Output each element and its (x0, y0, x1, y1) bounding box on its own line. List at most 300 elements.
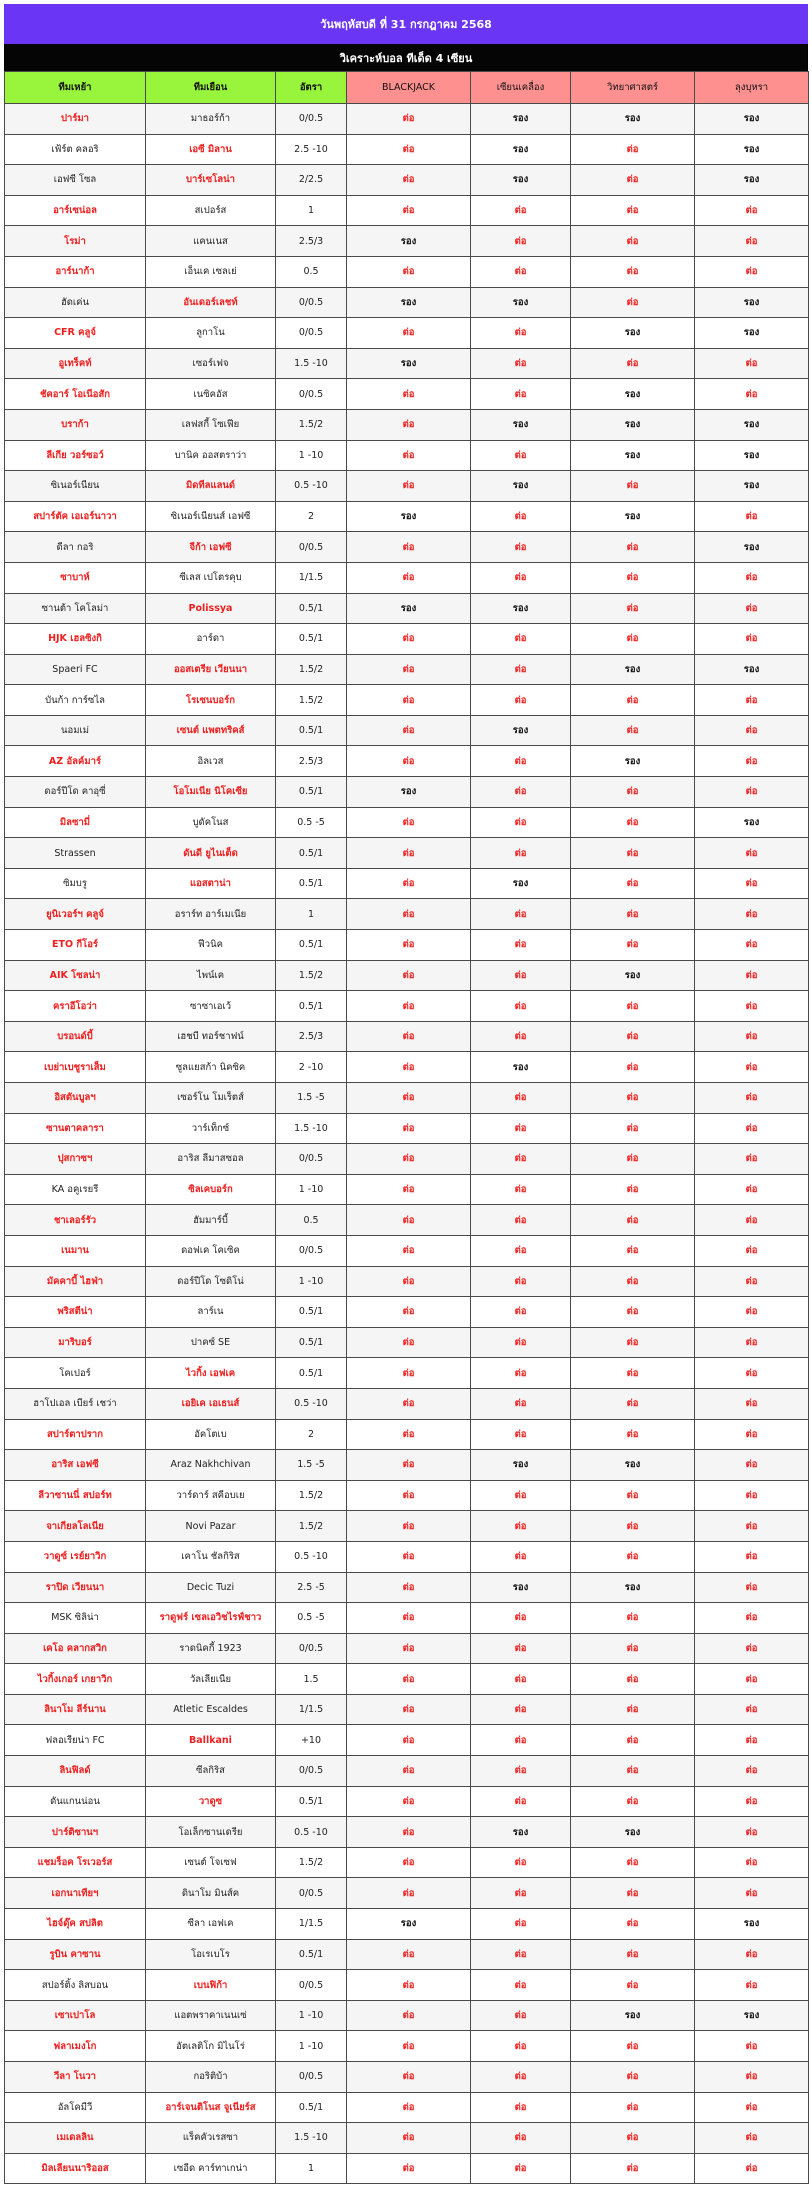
handicap-rate: 0/0.5 (276, 532, 347, 563)
pick-science: ต่อ (571, 1021, 695, 1052)
table-row (5, 1235, 809, 1266)
col-home-team: ทีมเหย้า (5, 72, 146, 104)
handicap-rate: 0.5/1 (276, 1297, 347, 1328)
home-team: อิสตันบูลฯ (5, 1083, 146, 1114)
handicap-rate: 1.5/2 (276, 654, 347, 685)
away-team: ซิเนอร์เนียนส์ เอฟซี (146, 501, 276, 532)
pick-sian-kluang: ต่อ (471, 1327, 571, 1358)
away-team: เอ็นเค เซลเย่ (146, 256, 276, 287)
away-team: เบนฟิก้า (146, 1970, 276, 2001)
home-team: ยูนิเวอร์ฯ คลูจ์ (5, 899, 146, 930)
home-team: อาร์เซน่อล (5, 195, 146, 226)
pick-lung-burah: ต่อ (695, 195, 809, 226)
handicap-rate: 1.5 -10 (276, 348, 347, 379)
pick-science: ต่อ (571, 348, 695, 379)
table-row (5, 1327, 809, 1358)
pick-sian-kluang: ต่อ (471, 1419, 571, 1450)
pick-lung-burah: ต่อ (695, 1970, 809, 2001)
pick-science: ต่อ (571, 777, 695, 808)
home-team: อาร์นาก้า (5, 256, 146, 287)
home-team: เมเดลลิน (5, 2123, 146, 2154)
table-row (5, 1174, 809, 1205)
pick-blackjack: ต่อ (347, 409, 471, 440)
table-row (5, 287, 809, 318)
pick-blackjack: ต่อ (347, 1511, 471, 1542)
pick-lung-burah: ต่อ (695, 2092, 809, 2123)
pick-science: ต่อ (571, 226, 695, 257)
pick-blackjack: รอง (347, 287, 471, 318)
pick-science: ต่อ (571, 1756, 695, 1787)
pick-lung-burah: ต่อ (695, 1083, 809, 1114)
handicap-rate: 1 -10 (276, 1174, 347, 1205)
pick-lung-burah: ต่อ (695, 1480, 809, 1511)
home-team: บรอนด์บี้ (5, 1021, 146, 1052)
pick-lung-burah: ต่อ (695, 2031, 809, 2062)
pick-blackjack: รอง (347, 593, 471, 624)
pick-lung-burah: ต่อ (695, 930, 809, 961)
table-row (5, 1878, 809, 1909)
home-team: Spaeri FC (5, 654, 146, 685)
away-team: โอโมเนีย นิโคเซีย (146, 777, 276, 808)
pick-blackjack: ต่อ (347, 1113, 471, 1144)
pick-sian-kluang: ต่อ (471, 532, 571, 563)
handicap-rate: 0/0.5 (276, 1633, 347, 1664)
table-row (5, 1205, 809, 1236)
away-team: วาดูซ (146, 1786, 276, 1817)
pick-lung-burah: ต่อ (695, 1174, 809, 1205)
pick-sian-kluang: รอง (471, 593, 571, 624)
home-team: ฟลาเมงโก (5, 2031, 146, 2062)
pick-sian-kluang: ต่อ (471, 2092, 571, 2123)
pick-sian-kluang: รอง (471, 134, 571, 165)
table-row (5, 501, 809, 532)
away-team: Polissya (146, 593, 276, 624)
table-row (5, 409, 809, 440)
pick-lung-burah: ต่อ (695, 1817, 809, 1848)
pick-lung-burah: รอง (695, 471, 809, 502)
home-team: HJK เฮลซิงกิ (5, 624, 146, 655)
pick-sian-kluang: ต่อ (471, 256, 571, 287)
pick-blackjack: ต่อ (347, 379, 471, 410)
home-team: โคเปอร์ (5, 1358, 146, 1389)
pick-science: รอง (571, 409, 695, 440)
table-row (5, 1603, 809, 1634)
home-team: เอกนาเทียฯ (5, 1878, 146, 1909)
handicap-rate: 2/2.5 (276, 165, 347, 196)
pick-lung-burah: ต่อ (695, 1664, 809, 1695)
pick-science: ต่อ (571, 471, 695, 502)
pick-lung-burah: รอง (695, 104, 809, 135)
home-team: บันก้า การ์ซไล (5, 685, 146, 716)
pick-blackjack: ต่อ (347, 440, 471, 471)
pick-lung-burah: ต่อ (695, 1358, 809, 1389)
pick-science: ต่อ (571, 256, 695, 287)
pick-science: ต่อ (571, 1174, 695, 1205)
away-team: Decic Tuzi (146, 1572, 276, 1603)
away-team: อิลเวส (146, 746, 276, 777)
home-team: CFR คลูจ์ (5, 318, 146, 349)
away-team: ราดูฟร์ เซลเอวิชไรฟ์ชาว (146, 1603, 276, 1634)
pick-science: ต่อ (571, 1939, 695, 1970)
handicap-rate: 1.5 -5 (276, 1083, 347, 1114)
pick-sian-kluang: ต่อ (471, 1541, 571, 1572)
table-row (5, 685, 809, 716)
pick-lung-burah: ต่อ (695, 1235, 809, 1266)
pick-blackjack: ต่อ (347, 1878, 471, 1909)
home-team: ไวกิ้งเกอร์ เกยาวิก (5, 1664, 146, 1695)
pick-lung-burah: ต่อ (695, 1786, 809, 1817)
pick-blackjack: ต่อ (347, 654, 471, 685)
handicap-rate: 1.5/2 (276, 1511, 347, 1542)
pick-lung-burah: ต่อ (695, 226, 809, 257)
pick-science: ต่อ (571, 1388, 695, 1419)
home-team: ลินาโม ลีร์นาน (5, 1694, 146, 1725)
pick-lung-burah: ต่อ (695, 1113, 809, 1144)
pick-lung-burah: ต่อ (695, 1388, 809, 1419)
pick-lung-burah: ต่อ (695, 1327, 809, 1358)
handicap-rate: 2.5/3 (276, 226, 347, 257)
away-team: Atletic Escaldes (146, 1694, 276, 1725)
table-row (5, 1970, 809, 2001)
away-team: โอเรเบโร (146, 1939, 276, 1970)
pick-blackjack: ต่อ (347, 1327, 471, 1358)
col-lung-burah: ลุงบุหรา (695, 72, 809, 104)
away-team: ดอร์ปีโด โซดิโน่ (146, 1266, 276, 1297)
away-team: ซีลกิริส (146, 1756, 276, 1787)
pick-lung-burah: ต่อ (695, 501, 809, 532)
home-team: ซิเนอร์เนียน (5, 471, 146, 502)
pick-lung-burah: ต่อ (695, 593, 809, 624)
handicap-rate: 0/0.5 (276, 287, 347, 318)
home-team: ETO กีโอร์ (5, 930, 146, 961)
handicap-rate: +10 (276, 1725, 347, 1756)
handicap-rate: 0/0.5 (276, 1756, 347, 1787)
pick-science: ต่อ (571, 165, 695, 196)
date-title (4, 4, 808, 44)
away-team: Novi Pazar (146, 1511, 276, 1542)
handicap-rate: 1 -10 (276, 2000, 347, 2031)
pick-lung-burah: ต่อ (695, 2062, 809, 2093)
home-team: ฮาโปเอล เบียร์ เชว่า (5, 1388, 146, 1419)
pick-blackjack: ต่อ (347, 1939, 471, 1970)
home-team: บราก้า (5, 409, 146, 440)
pick-science: ต่อ (571, 134, 695, 165)
pick-blackjack: ต่อ (347, 685, 471, 716)
pick-science: ต่อ (571, 287, 695, 318)
home-team: MSK ซิลิน่า (5, 1603, 146, 1634)
handicap-rate: 2 -10 (276, 1052, 347, 1083)
handicap-rate: 0.5/1 (276, 777, 347, 808)
pick-science: ต่อ (571, 1633, 695, 1664)
pick-sian-kluang: ต่อ (471, 1021, 571, 1052)
home-team: ลีเกีย วอร์ซอว์ (5, 440, 146, 471)
pick-sian-kluang: รอง (471, 165, 571, 196)
handicap-rate: 0.5 -5 (276, 807, 347, 838)
pick-blackjack: ต่อ (347, 471, 471, 502)
pick-sian-kluang: ต่อ (471, 2123, 571, 2154)
date-title-text: วันพฤหัสบดี ที่ 31 กรกฎาคม 2568 (320, 18, 492, 31)
handicap-rate: 0.5/1 (276, 1358, 347, 1389)
pick-science: ต่อ (571, 593, 695, 624)
pick-blackjack: ต่อ (347, 807, 471, 838)
handicap-rate: 0.5 (276, 256, 347, 287)
pick-lung-burah: รอง (695, 165, 809, 196)
table-row (5, 1725, 809, 1756)
pick-science: ต่อ (571, 1266, 695, 1297)
away-team: Ballkani (146, 1725, 276, 1756)
pick-sian-kluang: รอง (471, 409, 571, 440)
handicap-rate: 0.5/1 (276, 838, 347, 869)
handicap-rate: 0.5 -5 (276, 1603, 347, 1634)
pick-sian-kluang: รอง (471, 868, 571, 899)
table-row (5, 807, 809, 838)
pick-lung-burah: ต่อ (695, 624, 809, 655)
home-team: ปุสกาซฯ (5, 1144, 146, 1175)
home-team: เคโอ คลากสวิก (5, 1633, 146, 1664)
pick-blackjack: ต่อ (347, 1664, 471, 1695)
pick-sian-kluang: ต่อ (471, 1725, 571, 1756)
home-team: Strassen (5, 838, 146, 869)
pick-sian-kluang: ต่อ (471, 1205, 571, 1236)
away-team: แคนเนส (146, 226, 276, 257)
pick-blackjack: ต่อ (347, 1021, 471, 1052)
pick-lung-burah: ต่อ (695, 868, 809, 899)
pick-blackjack: ต่อ (347, 838, 471, 869)
pick-blackjack: ต่อ (347, 318, 471, 349)
subtitle-bar (4, 44, 808, 71)
pick-lung-burah: ต่อ (695, 746, 809, 777)
pick-sian-kluang: ต่อ (471, 1939, 571, 1970)
pick-science: ต่อ (571, 1970, 695, 2001)
pick-science: รอง (571, 379, 695, 410)
table-row (5, 1572, 809, 1603)
pick-lung-burah: ต่อ (695, 1725, 809, 1756)
home-team: ปาร์ติซานฯ (5, 1817, 146, 1848)
away-team: แร็คคัวเรสซา (146, 2123, 276, 2154)
away-team: เนซิคอัส (146, 379, 276, 410)
pick-lung-burah: ต่อ (695, 1450, 809, 1481)
home-team: นอมเม่ (5, 715, 146, 746)
home-team: เนมาน (5, 1235, 146, 1266)
away-team: กอริติบ้า (146, 2062, 276, 2093)
pick-blackjack: ต่อ (347, 1450, 471, 1481)
handicap-rate: 0/0.5 (276, 2062, 347, 2093)
pick-blackjack: รอง (347, 777, 471, 808)
table-row (5, 1266, 809, 1297)
home-team: เฟ้ร์ต คลอริ (5, 134, 146, 165)
pick-sian-kluang: ต่อ (471, 318, 571, 349)
handicap-rate: 0/0.5 (276, 1144, 347, 1175)
away-team: ออสเตรีย เวียนนา (146, 654, 276, 685)
pick-science: ต่อ (571, 1327, 695, 1358)
handicap-rate: 2.5/3 (276, 1021, 347, 1052)
pick-science: ต่อ (571, 562, 695, 593)
pick-science: ต่อ (571, 1786, 695, 1817)
pick-blackjack: ต่อ (347, 2092, 471, 2123)
pick-lung-burah: ต่อ (695, 1939, 809, 1970)
pick-blackjack: ต่อ (347, 1603, 471, 1634)
pick-science: ต่อ (571, 195, 695, 226)
pick-lung-burah: ต่อ (695, 256, 809, 287)
home-team: ฟลอเรียน่า FC (5, 1725, 146, 1756)
home-team: ชัคอาร์ โอเนีอสัก (5, 379, 146, 410)
away-team: ปาคซ์ SE (146, 1327, 276, 1358)
pick-blackjack: ต่อ (347, 991, 471, 1022)
away-team: ดอฟเค โคเซิค (146, 1235, 276, 1266)
away-team: ซิลเคบอร์ก (146, 1174, 276, 1205)
table-row (5, 1786, 809, 1817)
home-team: สปอร์ติ้ง ลิสบอน (5, 1970, 146, 2001)
pick-lung-burah: ต่อ (695, 838, 809, 869)
pick-lung-burah: ต่อ (695, 1694, 809, 1725)
home-team: มัคคาบี้ ไฮฟ่า (5, 1266, 146, 1297)
pick-blackjack: ต่อ (347, 715, 471, 746)
table-row (5, 868, 809, 899)
pick-lung-burah: ต่อ (695, 1603, 809, 1634)
table-row (5, 1633, 809, 1664)
table-row (5, 2062, 809, 2093)
pick-blackjack: ต่อ (347, 1235, 471, 1266)
pick-science: ต่อ (571, 532, 695, 563)
table-row (5, 991, 809, 1022)
home-team: ดีลา กอริ (5, 532, 146, 563)
pick-science: ต่อ (571, 685, 695, 716)
pick-lung-burah: ต่อ (695, 1052, 809, 1083)
table-row (5, 1113, 809, 1144)
pick-science: ต่อ (571, 991, 695, 1022)
away-team: ซีเลส เปโตรคุบ (146, 562, 276, 593)
pick-sian-kluang: ต่อ (471, 930, 571, 961)
away-team: บาร์เซโลน่า (146, 165, 276, 196)
pick-lung-burah: รอง (695, 654, 809, 685)
away-team: มิดทีลแลนด์ (146, 471, 276, 502)
pick-sian-kluang: ต่อ (471, 991, 571, 1022)
table-row (5, 899, 809, 930)
pick-sian-kluang: ต่อ (471, 1358, 571, 1389)
pick-science: ต่อ (571, 2031, 695, 2062)
away-team: อาร์ดา (146, 624, 276, 655)
home-team: วาดูซ์ เรย์ยาวิก (5, 1541, 146, 1572)
pick-sian-kluang: ต่อ (471, 2153, 571, 2184)
handicap-rate: 0.5 -10 (276, 1541, 347, 1572)
pick-blackjack: ต่อ (347, 165, 471, 196)
pick-lung-burah: รอง (695, 440, 809, 471)
away-team: สเปอร์ส (146, 195, 276, 226)
away-team: เซอร์โน โมเร็ตส์ (146, 1083, 276, 1114)
pick-science: ต่อ (571, 1511, 695, 1542)
away-team: อราร์ท อาร์เมเนีย (146, 899, 276, 930)
pick-sian-kluang: ต่อ (471, 1266, 571, 1297)
col-sian-kluang: เซียนเคลื่อง (471, 72, 571, 104)
home-team: แชมร็อค โรเวอร์ส (5, 1847, 146, 1878)
pick-science: ต่อ (571, 1664, 695, 1695)
handicap-rate: 0.5/1 (276, 1327, 347, 1358)
handicap-rate: 1.5/2 (276, 685, 347, 716)
col-away-team: ทีมเยือน (146, 72, 276, 104)
pick-blackjack: ต่อ (347, 899, 471, 930)
table-header (5, 72, 809, 104)
handicap-rate: 1 (276, 2153, 347, 2184)
table-row (5, 1083, 809, 1114)
pick-lung-burah: รอง (695, 2000, 809, 2031)
pick-science: รอง (571, 960, 695, 991)
away-team: ฮัมมาร์บี้ (146, 1205, 276, 1236)
away-team: Araz Nakhchivan (146, 1450, 276, 1481)
pick-sian-kluang: ต่อ (471, 1235, 571, 1266)
home-team: ฮัดเค่น (5, 287, 146, 318)
col-blackjack: BLACKJACK (347, 72, 471, 104)
pick-sian-kluang: ต่อ (471, 1388, 571, 1419)
away-team: วาร์ดาร์ สคีอบเย (146, 1480, 276, 1511)
pick-blackjack: ต่อ (347, 1052, 471, 1083)
pick-sian-kluang: ต่อ (471, 226, 571, 257)
pick-blackjack: ต่อ (347, 1725, 471, 1756)
away-team: เอซี มิลาน (146, 134, 276, 165)
pick-blackjack: ต่อ (347, 960, 471, 991)
pick-sian-kluang: รอง (471, 1450, 571, 1481)
handicap-rate: 0.5/1 (276, 624, 347, 655)
table-body (5, 104, 809, 2184)
away-team: แอตพราคาเนนเซ่ (146, 2000, 276, 2031)
pick-blackjack: ต่อ (347, 1419, 471, 1450)
away-team: อัคโตเบ (146, 1419, 276, 1450)
pick-blackjack: ต่อ (347, 1174, 471, 1205)
away-team: เซอีด คาร์ทาเกน่า (146, 2153, 276, 2184)
pick-science: ต่อ (571, 1909, 695, 1940)
table-row (5, 165, 809, 196)
home-team: ชาเลอร์รัว (5, 1205, 146, 1236)
pick-lung-burah: ต่อ (695, 562, 809, 593)
table-row (5, 104, 809, 135)
handicap-rate: 0.5/1 (276, 1786, 347, 1817)
table-row (5, 838, 809, 869)
table-row (5, 715, 809, 746)
handicap-rate: 0/0.5 (276, 379, 347, 410)
pick-science: รอง (571, 746, 695, 777)
home-team: อัลโคมีวี (5, 2092, 146, 2123)
table-row (5, 960, 809, 991)
home-team: ลีวาซานนี่ สปอร์ท (5, 1480, 146, 1511)
handicap-rate: 0.5/1 (276, 991, 347, 1022)
handicap-rate: 0.5 (276, 1205, 347, 1236)
pick-science: รอง (571, 104, 695, 135)
pick-sian-kluang: ต่อ (471, 1909, 571, 1940)
pick-blackjack: ต่อ (347, 2123, 471, 2154)
away-team: เซอร์เฟจ (146, 348, 276, 379)
pick-sian-kluang: ต่อ (471, 2000, 571, 2031)
home-team: จาเกียลโลเนีย (5, 1511, 146, 1542)
pick-science: ต่อ (571, 1083, 695, 1114)
handicap-rate: 1/1.5 (276, 562, 347, 593)
handicap-rate: 0.5 -10 (276, 1388, 347, 1419)
pick-lung-burah: ต่อ (695, 960, 809, 991)
away-team: บูดัคโนส (146, 807, 276, 838)
home-team: โรม่า (5, 226, 146, 257)
pick-sian-kluang: ต่อ (471, 1664, 571, 1695)
pick-science: ต่อ (571, 1725, 695, 1756)
home-team: พริสตีน่า (5, 1297, 146, 1328)
pick-lung-burah: ต่อ (695, 1144, 809, 1175)
away-team: เคาโน ชัลกิริส (146, 1541, 276, 1572)
home-team: มิลซามี่ (5, 807, 146, 838)
pick-sian-kluang: ต่อ (471, 1144, 571, 1175)
table-row (5, 1388, 809, 1419)
page (4, 4, 808, 2184)
pick-sian-kluang: ต่อ (471, 440, 571, 471)
pick-sian-kluang: ต่อ (471, 1511, 571, 1542)
home-team: อูเทร็คท์ (5, 348, 146, 379)
pick-blackjack: ต่อ (347, 134, 471, 165)
